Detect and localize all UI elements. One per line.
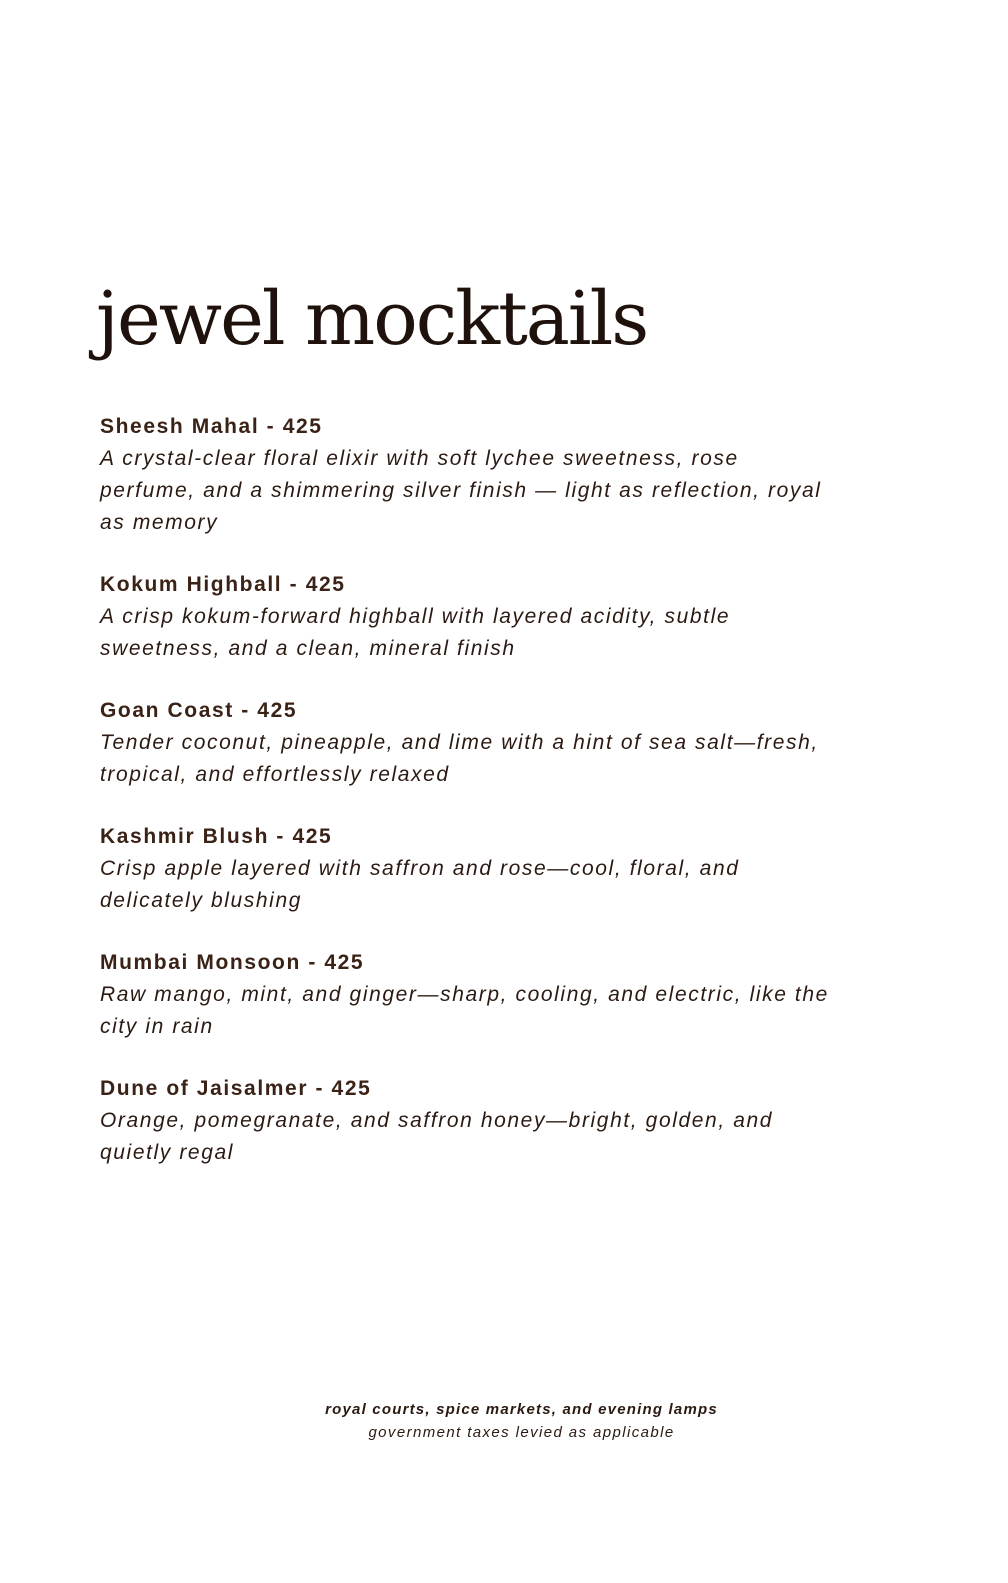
menu-item: [100, 695, 860, 791]
item-name: Sheesh Mahal - 425: [100, 415, 323, 438]
item-description: Orange, pomegranate, and saffron honey—bright, golden, and quietly regal: [100, 1109, 774, 1164]
item-description: Crisp apple layered with saffron and rose—cool, floral, and delicately blushing: [100, 857, 740, 912]
page-title: jewel mocktails: [96, 276, 648, 362]
item-description: A crisp kokum-forward highball with layered acidity, subtle sweetness, and a clean, mineral finish: [100, 605, 731, 660]
item-name: Dune of Jaisalmer - 425: [100, 1077, 372, 1100]
menu-item: [100, 1073, 860, 1169]
tax-note: government taxes levied as applicable: [368, 1424, 675, 1441]
item-name: Mumbai Monsoon - 425: [100, 951, 365, 974]
menu-item: [100, 411, 860, 539]
menu-item: [100, 821, 860, 917]
footer: [0, 1398, 1008, 1444]
item-name: Kokum Highball - 425: [100, 573, 346, 596]
item-name: Goan Coast - 425: [100, 699, 298, 722]
menu-list: [100, 411, 860, 1199]
item-description: Tender coconut, pineapple, and lime with a hint of sea salt—fresh, tropical, and effortlessly relaxed: [100, 731, 819, 786]
menu-item: [100, 947, 860, 1043]
item-description: Raw mango, mint, and ginger—sharp, cooling, and electric, like the city in rain: [100, 983, 829, 1038]
item-description: A crystal-clear floral elixir with soft lychee sweetness, rose perfume, and a shimmering silver finish — light as reflection, royal as memory: [100, 447, 822, 534]
item-name: Kashmir Blush - 425: [100, 825, 333, 848]
footer-tagline: royal courts, spice markets, and evening lamps: [325, 1401, 718, 1418]
menu-item: [100, 569, 860, 665]
